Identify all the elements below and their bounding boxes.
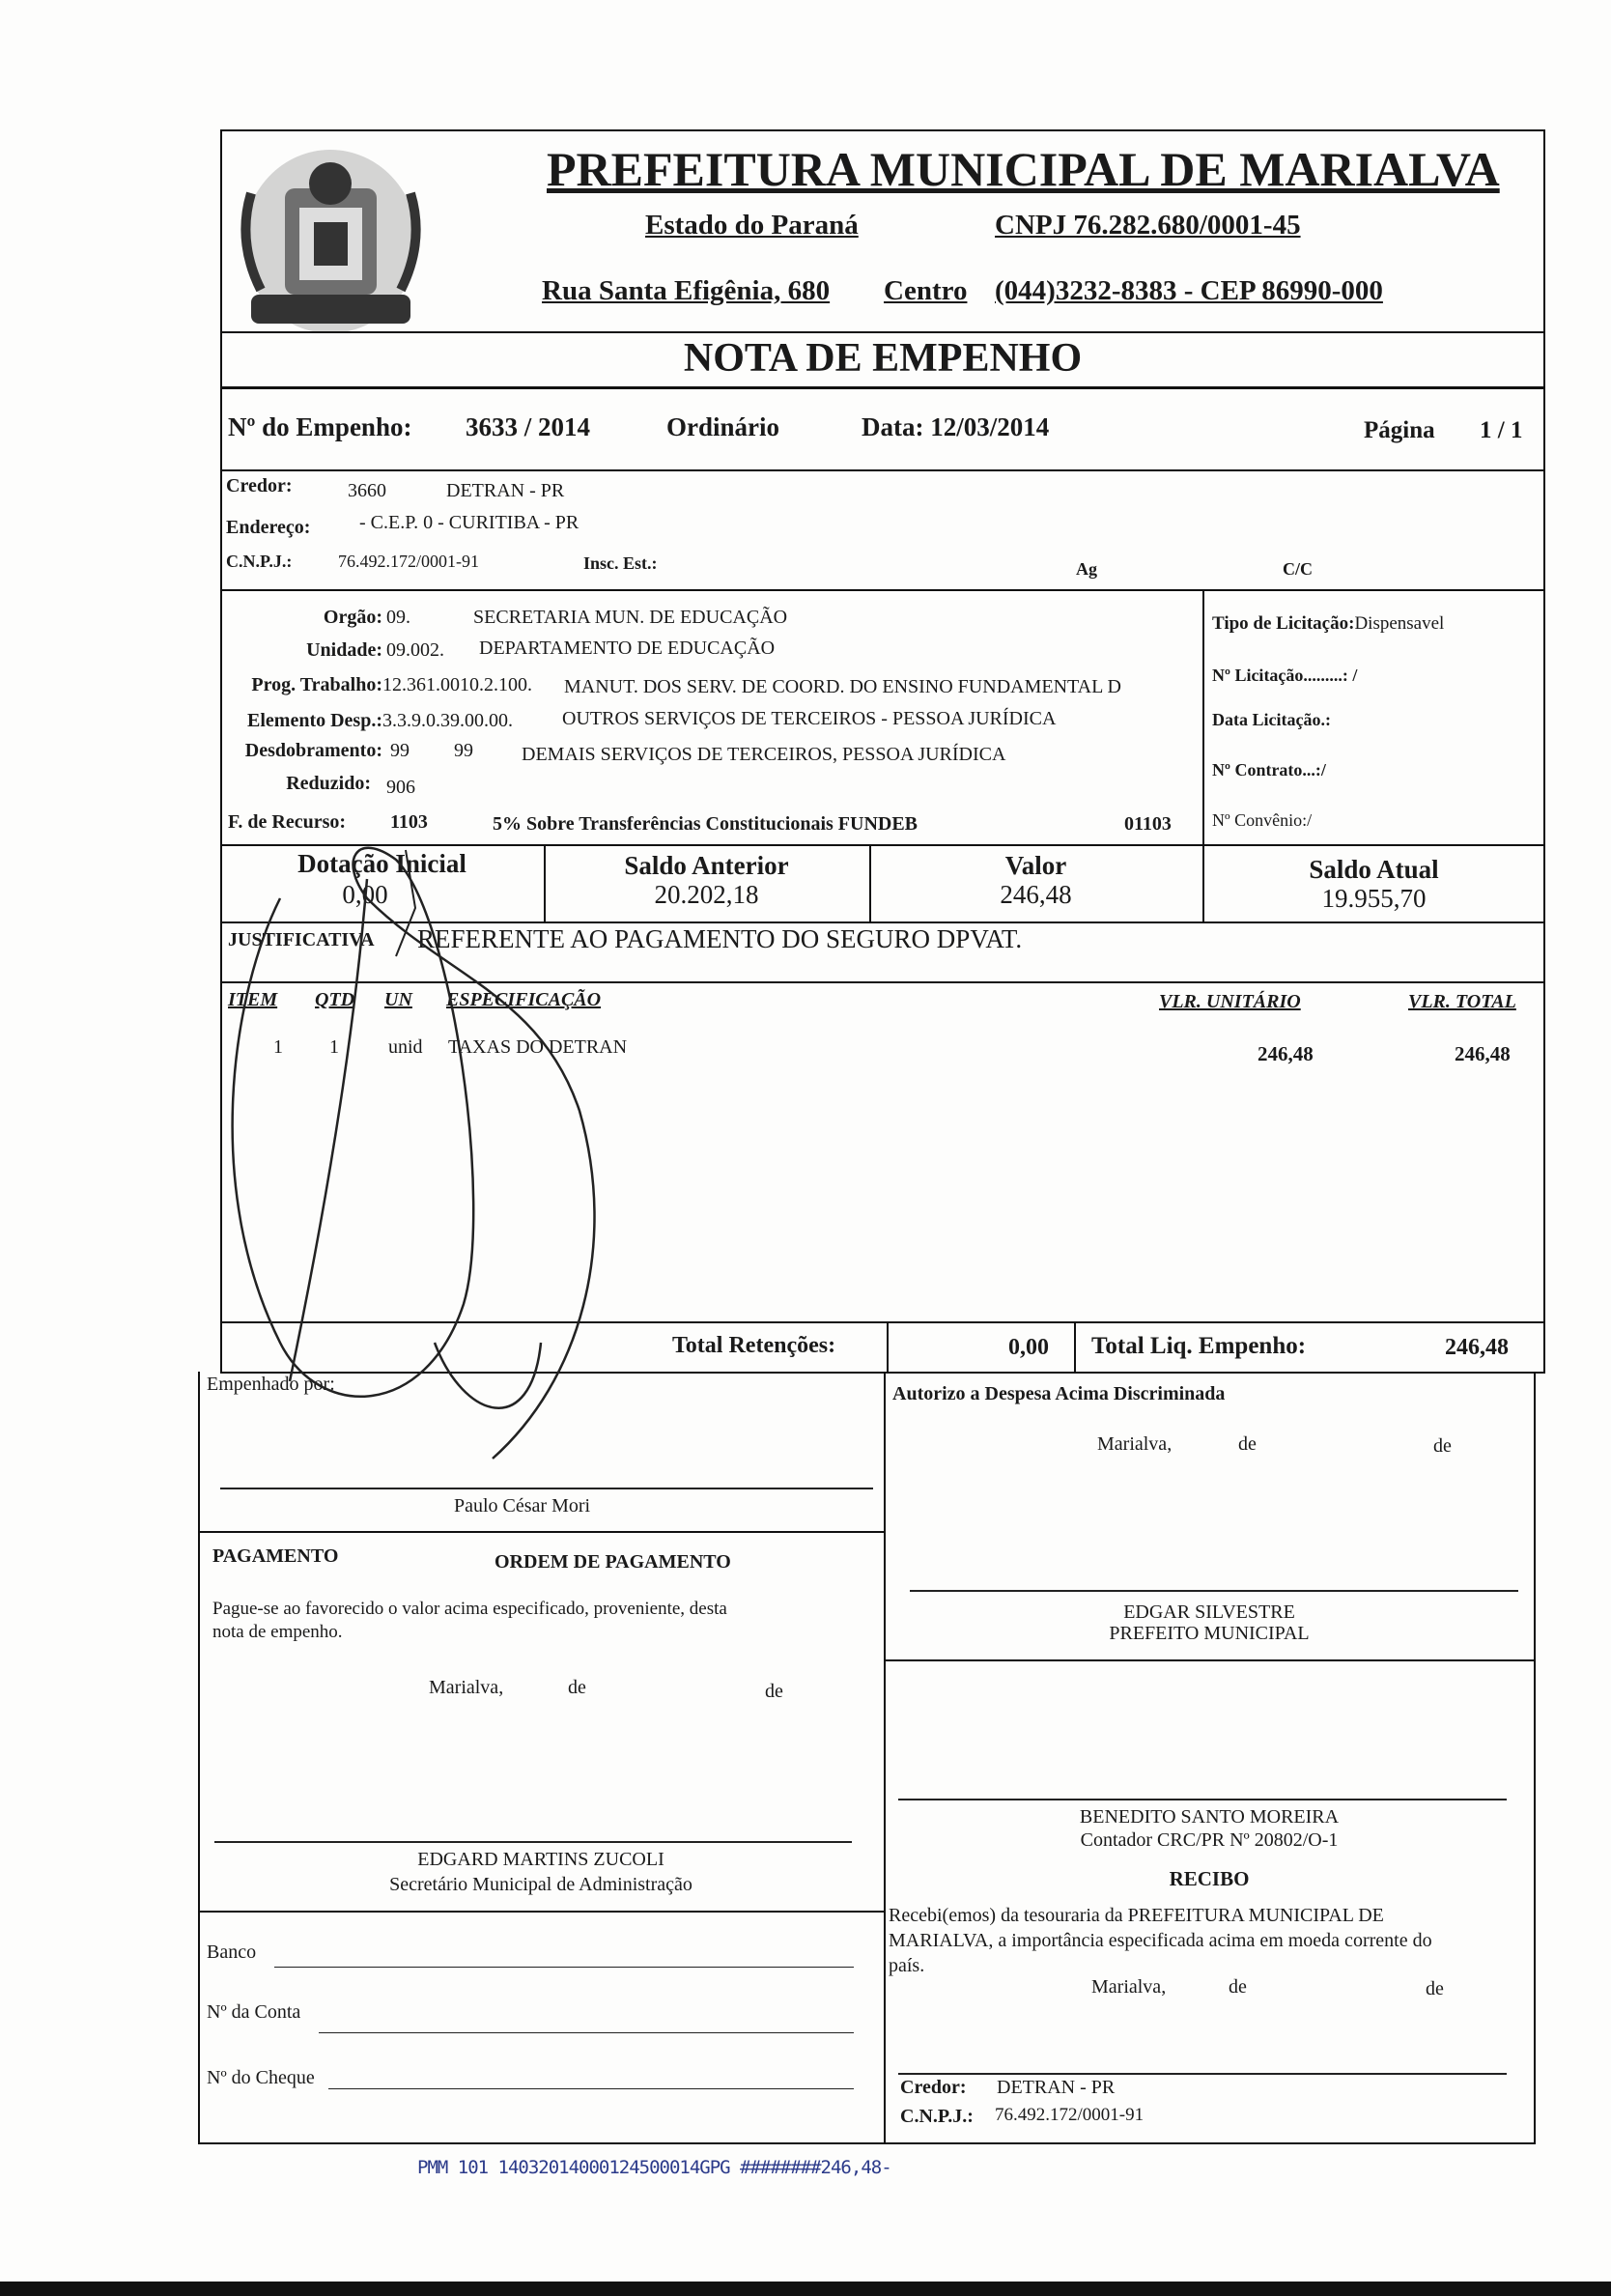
contador-cargo: Contador CRC/PR Nº 20802/O-1: [1080, 1829, 1339, 1851]
saldo-anterior: 20.202,18: [654, 880, 759, 909]
header-title: PREFEITURA MUNICIPAL DE MARIALVA: [547, 142, 1500, 196]
empenhado-nome: Paulo César Mori: [454, 1495, 591, 1516]
elemento-label: Elemento Desp.:: [247, 710, 382, 731]
empenho-label: Nº do Empenho:: [228, 412, 412, 441]
ordem-pagamento: ORDEM DE PAGAMENTO: [495, 1551, 731, 1573]
header-endereco: Rua Santa Efigênia, 680: [542, 275, 831, 306]
credor-nome: DETRAN - PR: [446, 480, 565, 501]
desdobramento-cod2: 99: [454, 740, 473, 761]
cnpj-label: C.N.P.J.:: [226, 552, 293, 571]
recurso-label: F. de Recurso:: [228, 811, 347, 833]
row-vlr-total: 246,48: [1455, 1042, 1511, 1065]
recibo-cnpj: 76.492.172/0001-91: [995, 2105, 1145, 2125]
licitacao-tipo: Dispensavel: [1354, 613, 1445, 634]
recibo-de1: de: [1229, 1976, 1247, 1998]
credor-codigo: 3660: [348, 480, 386, 501]
signature-line-contador: [898, 1799, 1507, 1800]
valor-label: Valor: [1004, 851, 1067, 880]
cc-label: C/C: [1283, 559, 1313, 579]
conta-line: [319, 2032, 854, 2033]
prog-label: Prog. Trabalho:: [251, 674, 382, 695]
signature-line-empenhado: [220, 1488, 873, 1489]
licitacao-tipo-label: Tipo de Licitação:: [1212, 613, 1355, 634]
recurso: 5% Sobre Transferências Constitucionais FUNDEB: [493, 813, 919, 835]
empenho-numero: 3633 / 2014: [466, 412, 591, 441]
valor: 246,48: [1000, 880, 1072, 909]
orgao-label: Orgão:: [323, 607, 382, 628]
pagamento-de2: de: [765, 1681, 783, 1702]
licitacao-convenio: Nº Convênio:/: [1212, 810, 1313, 830]
credor-label: Credor:: [226, 475, 293, 496]
row-especificacao: TAXAS DO DETRAN: [448, 1036, 628, 1058]
justificativa-label: JUSTIFICATIVA: [228, 929, 375, 950]
pagamento-texto1: Pague-se ao favorecido o valor acima especificado, proveniente, desta: [212, 1599, 727, 1619]
elemento-cod: 3.3.9.0.39.00.00.: [382, 710, 513, 731]
col-item: ITEM: [228, 989, 278, 1010]
liq-label: Total Liq. Empenho:: [1091, 1333, 1307, 1359]
coat-of-arms: [232, 135, 430, 338]
recibo-texto3: país.: [889, 1955, 925, 1976]
elemento: OUTROS SERVIÇOS DE TERCEIROS - PESSOA JURÍDICA: [562, 708, 1057, 729]
desdobramento: DEMAIS SERVIÇOS DE TERCEIROS, PESSOA JURÍDICA: [522, 744, 1006, 765]
cheque-label: Nº do Cheque: [207, 2067, 315, 2088]
saldo-atual-label: Saldo Atual: [1309, 855, 1439, 884]
pagina-label: Página: [1364, 417, 1435, 443]
recibo-titulo: RECIBO: [1169, 1867, 1250, 1890]
recibo-local: Marialva,: [1091, 1976, 1167, 1998]
recibo-de2: de: [1426, 1978, 1444, 1999]
unidade-label: Unidade:: [306, 639, 382, 661]
justificativa: REFERENTE AO PAGAMENTO DO SEGURO DPVAT.: [417, 924, 1023, 953]
orgao: SECRETARIA MUN. DE EDUCAÇÃO: [473, 607, 788, 628]
empenho-data: Data: 12/03/2014: [862, 412, 1050, 441]
handwritten-signature: [174, 802, 753, 1478]
recibo-credor: DETRAN - PR: [997, 2077, 1116, 2098]
row-item: 1: [273, 1036, 283, 1058]
prog-cod: 12.361.0010.2.100.: [382, 674, 532, 695]
row-vlr-unitario: 246,48: [1258, 1042, 1314, 1065]
ag-label: Ag: [1076, 559, 1097, 579]
prefeito-cargo: PREFEITO MUNICIPAL: [1109, 1623, 1310, 1644]
empenho-tipo: Ordinário: [666, 412, 780, 441]
reduzido-label: Reduzido:: [286, 773, 371, 794]
dotacao-label: Dotação Inicial: [297, 849, 466, 878]
saldo-atual: 19.955,70: [1321, 884, 1427, 913]
secretario-cargo: Secretário Municipal de Administração: [389, 1874, 692, 1895]
prefeito-nome: EDGAR SILVESTRE: [1123, 1602, 1295, 1623]
pagamento-de1: de: [568, 1677, 586, 1698]
recibo-credor-label: Credor:: [900, 2077, 967, 2098]
retencoes-label: Total Retenções:: [672, 1333, 836, 1358]
recibo-texto2: MARIALVA, a importância especificada acima em moeda corrente do: [889, 1930, 1432, 1951]
banco-label: Banco: [207, 1942, 257, 1963]
unidade-cod: 09.002.: [386, 639, 444, 661]
cheque-line: [328, 2088, 854, 2089]
row-qtd: 1: [329, 1036, 339, 1058]
licitacao-tipo-line: [1212, 614, 1444, 635]
autorizo-de2: de: [1433, 1435, 1452, 1457]
credor-cnpj: 76.492.172/0001-91: [338, 552, 479, 571]
header-estado: Estado do Paraná: [645, 210, 859, 241]
signature-line-recibo: [898, 2073, 1507, 2075]
col-especificacao: ESPECIFICAÇÃO: [446, 989, 602, 1010]
row-un: unid: [388, 1036, 423, 1058]
col-qtd: QTD: [315, 989, 355, 1010]
autorizo: Autorizo a Despesa Acima Discriminada: [892, 1383, 1226, 1404]
licitacao-data: Data Licitação.:: [1212, 710, 1331, 729]
desdobramento-label: Desdobramento:: [244, 740, 382, 761]
pagina: 1 / 1: [1480, 417, 1523, 443]
credor-endereco: - C.E.P. 0 - CURITIBA - PR: [359, 512, 579, 533]
scan-edge: [0, 2282, 1611, 2296]
orgao-cod: 09.: [386, 607, 410, 628]
saldo-anterior-label: Saldo Anterior: [624, 851, 789, 880]
header-cnpj: CNPJ 76.282.680/0001-45: [995, 210, 1301, 241]
header-fone-cep: (044)3232-8383 - CEP 86990-000: [995, 275, 1383, 306]
pagamento-texto2: nota de empenho.: [212, 1622, 343, 1642]
doc-title: NOTA DE EMPENHO: [683, 336, 1083, 381]
pagamento-label: PAGAMENTO: [212, 1545, 339, 1567]
endereco-label: Endereço:: [226, 517, 311, 538]
dotacao: 0,00: [342, 880, 388, 909]
header-centro: Centro: [884, 275, 968, 306]
conta-label: Nº da Conta: [207, 2001, 301, 2023]
signature-line-prefeito: [910, 1590, 1518, 1592]
autorizo-local: Marialva,: [1097, 1433, 1173, 1455]
licitacao-numero: Nº Licitação.........: /: [1212, 666, 1358, 685]
pagamento-local: Marialva,: [429, 1677, 504, 1698]
recurso-cod: 1103: [390, 811, 428, 833]
signature-line-secretario: [214, 1841, 852, 1843]
liq: 246,48: [1445, 1335, 1509, 1360]
autorizo-de1: de: [1238, 1433, 1257, 1455]
desdobramento-cod1: 99: [390, 740, 410, 761]
recibo-texto1: Recebi(emos) da tesouraria da PREFEITURA MUNICIPAL DE: [889, 1905, 1384, 1926]
reduzido: 906: [386, 777, 415, 798]
col-un: UN: [384, 989, 412, 1010]
empenhado-label: Empenhado por:: [207, 1374, 335, 1395]
recurso-num: 01103: [1124, 813, 1172, 835]
secretario-nome: EDGARD MARTINS ZUCOLI: [417, 1849, 664, 1870]
unidade: DEPARTAMENTO DE EDUCAÇÃO: [479, 638, 776, 659]
contador-nome: BENEDITO SANTO MOREIRA: [1079, 1806, 1340, 1828]
col-vlr-total: VLR. TOTAL: [1408, 991, 1516, 1012]
machine-stamp: PMM 101 14032014000124500014GPG ########246,48-: [417, 2157, 891, 2178]
recibo-cnpj-label: C.N.P.J.:: [900, 2106, 974, 2127]
prog: MANUT. DOS SERV. DE COORD. DO ENSINO FUNDAMENTAL D: [564, 676, 1122, 697]
insc-label: Insc. Est.:: [583, 553, 658, 573]
col-vlr-unitario: VLR. UNITÁRIO: [1159, 991, 1301, 1012]
licitacao-contrato: Nº Contrato...:/: [1212, 760, 1326, 780]
retencoes: 0,00: [1008, 1335, 1049, 1360]
banco-line: [274, 1967, 854, 1968]
